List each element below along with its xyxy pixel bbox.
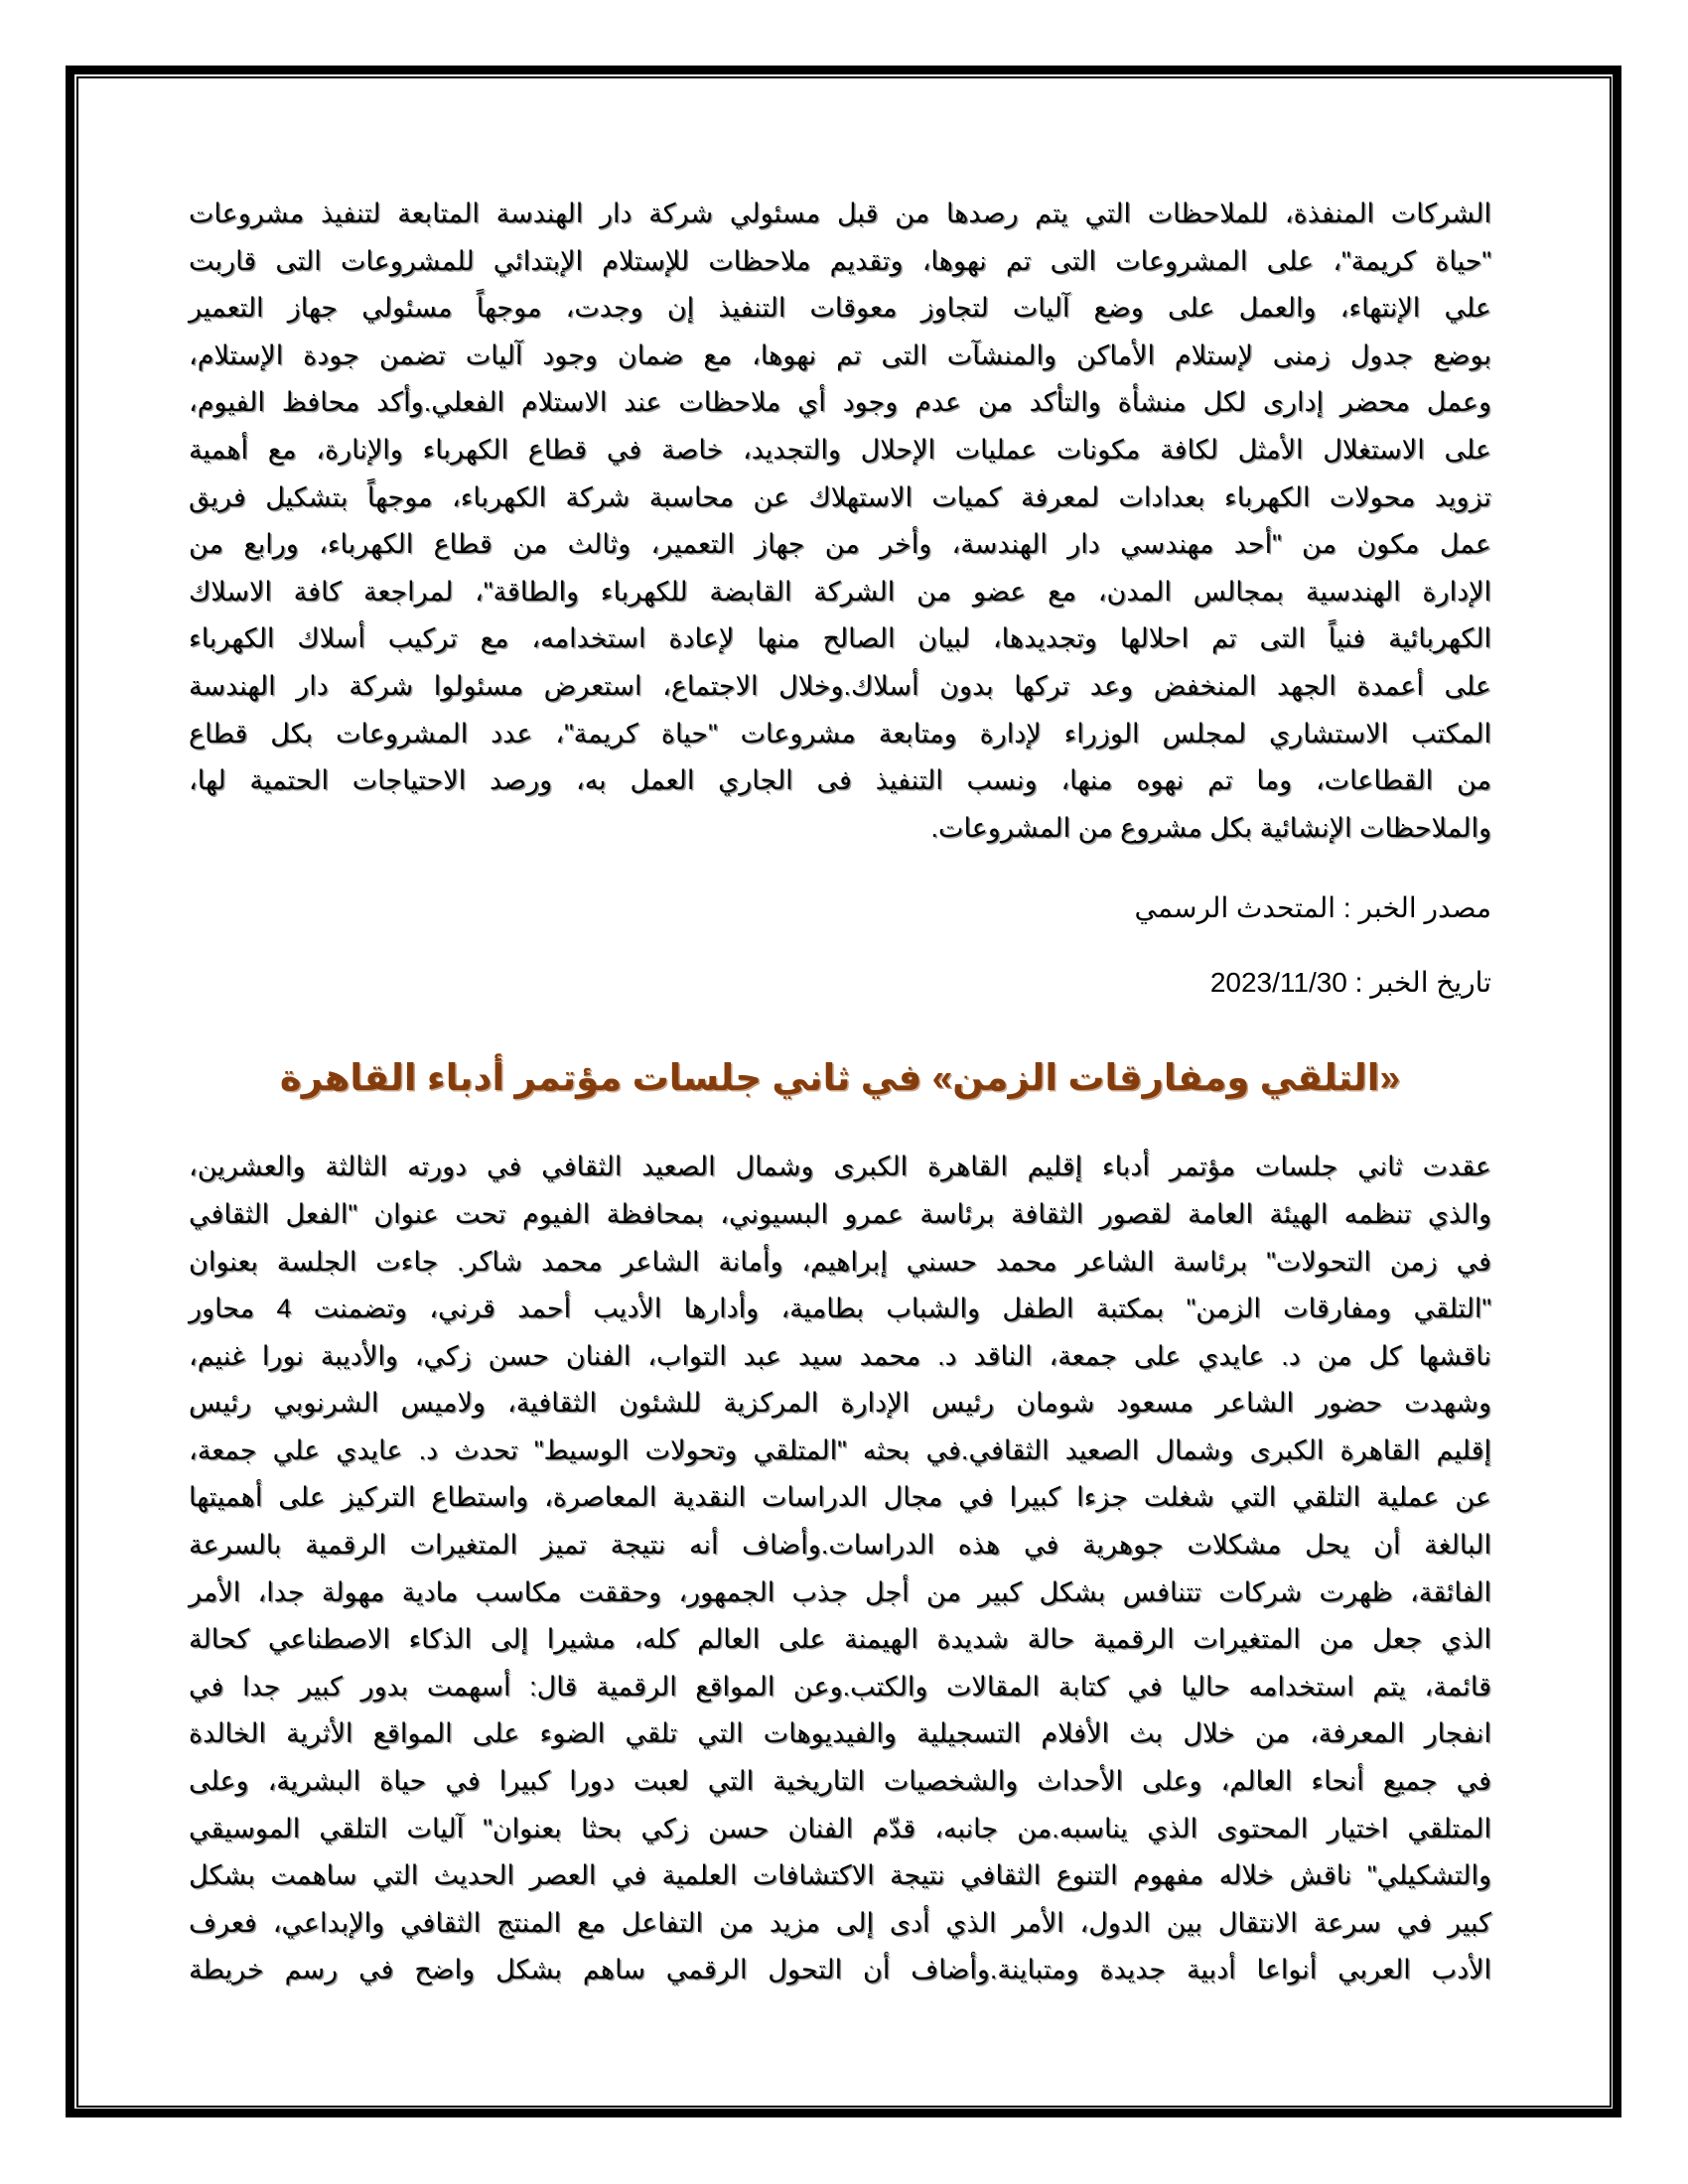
text-line: كبير في سرعة الانتقال بين الدول، الأمر الذي أدى إلى مزيد من التفاعل مع المنتج الثقافي والإبداعي، فعرف <box>189 1907 1491 1938</box>
text-line: على الاستغلال الأمثل لكافة مكونات عمليات الإحلال والتجديد، خاصة في قطاع الكهرباء والإنارة، مع أهمية <box>189 434 1491 465</box>
text-line: والذي تنظمه الهيئة العامة لقصور الثقافة برئاسة عمرو البسيوني، بمحافظة الفيوم تحت عنوان "الفعل الثقافي <box>189 1198 1491 1229</box>
text-line: المكتب الاستشاري لمجلس الوزراء لإدارة ومتابعة مشروعات "حياة كريمة"، عدد المشروعات بكل قطاع <box>189 718 1491 749</box>
text-line: الذي جعل من المتغيرات الرقمية حالة شديدة الهيمنة على العالم كله، مشيرا إلى الذكاء الاصطناعي كحالة <box>189 1624 1491 1655</box>
text-line: في زمن التحولات" برئاسة الشاعر محمد حسني إبراهيم، وأمانة الشاعر محمد شاكر. جاءت الجلسة بعنوان <box>189 1246 1491 1277</box>
text-line: "التلقي ومفارقات الزمن" بمكتبة الطفل والشباب بطامية، وأدارها الأديب أحمد قرني، وتضمنت 4 محاور <box>189 1294 1492 1324</box>
text-line: إقليم القاهرة الكبرى وشمال الصعيد الثقافي.في بحثه "المتلقي وتحولات الوسيط" تحدث د. عايدي علي جمعة، <box>189 1434 1491 1465</box>
text-line: الأدب العربي أنواعا أدبية جديدة ومتباينة.وأضاف أن التحول الرقمي ساهم بشكل واضح في رسم خريطة <box>189 1955 1491 1985</box>
text-line: وعمل محضر إدارى لكل منشأة والتأكد من عدم وجود أي ملاحظات عند الاستلام الفعلي.وأكد محافظ الفيوم، <box>189 387 1491 418</box>
text-line: الشركات المنفذة، للملاحظات التي يتم رصدها من قبل مسئولي شركة دار الهندسة المتابعة لتنفيذ مشروعات <box>189 199 1491 228</box>
article-2-title: «التلقي ومفارقات الزمن» في ثاني جلسات مؤتمر أدباء القاهرة <box>279 1057 1401 1099</box>
text-line: البالغة أن يحل مشكلات جوهرية في هذه الدراسات.وأضاف أنه نتيجة تميز المتغيرات الرقمية بالسرعة <box>189 1530 1491 1561</box>
text-line: انفجار المعرفة، من خلال بث الأفلام التسجيلية والفيديوهات التي تلقي الضوء على المواقع الأثرية الخالدة <box>189 1718 1491 1749</box>
text-line: الفائقة، ظهرت شركات تتنافس بشكل كبير من أجل جذب الجمهور، وحققت مكاسب مادية مهولة جدا، الأمر <box>189 1576 1491 1607</box>
text-line: والملاحظات الإنشائية بكل مشروع من المشروعات. <box>930 812 1491 843</box>
text-line: تزويد محولات الكهرباء بعدادات لمعرفة كميات الاستهلاك عن محاسبة شركة الكهرباء، موجهاً بتشكيل فريق <box>189 481 1491 512</box>
text-line: الكهربائية فنياً التى تم احلالها وتجديدها، لبيان الصالح منها لإعادة استخدامه، مع تركيب أسلاك الكهرباء <box>189 623 1491 654</box>
text-line: علي الإنتهاء، والعمل على وضع آليات لتجاوز معوقات التنفيذ إن وجدت، موجهاً مسئولي جهاز التعمير <box>189 293 1491 324</box>
text-line: والتشكيلي" ناقش خلاله مفهوم التنوع الثقافي نتيجة الاكتشافات العلمية في العصر الحديث التي ساهمت بشكل <box>189 1860 1491 1891</box>
text-line: المتلقي اختيار المحتوى الذي يناسبه.من جانبه، قدّم الفنان حسن زكي بحثا بعنوان" آليات التلقي الموسيقي <box>189 1813 1491 1843</box>
text-line: عمل مكون من "أحد مهندسي دار الهندسة، وأخر من جهاز التعمير، وثالث من قطاع الكهرباء، ورابع من <box>189 529 1491 560</box>
text-line: من القطاعات، وما تم نهوه منها، ونسب التنفيذ فى الجاري العمل به، ورصد الاحتياجات الحتمية لها، <box>189 765 1491 796</box>
text-line: قائمة، يتم استخدامه حاليا في كتابة المقالات والكتب.وعن المواقع الرقمية قال: أسهمت بدور كبير جدا في <box>189 1671 1491 1702</box>
text-line: ناقشها كل من د. عايدي على جمعة، الناقد د. محمد سيد عبد التواب، الفنان حسن زكي، والأديبة نورا غنيم، <box>189 1340 1491 1371</box>
text-line: على أعمدة الجهد المنخفض وعد تركها بدون أسلاك.وخلال الاجتماع، استعرض مسئولوا شركة دار الهندسة <box>189 670 1491 701</box>
text-line: في جميع أنحاء العالم، وعلى الأحداث والشخصيات التاريخية التي لعبت دورا كبيرا في حياة البشرية، وعلى <box>189 1766 1491 1797</box>
article-2-paragraph <box>189 1144 1491 1994</box>
text-line: عقدت ثاني جلسات مؤتمر أدباء إقليم القاهرة الكبرى وشمال الصعيد الثقافي في دورته الثالثة والعشرين، <box>189 1152 1491 1182</box>
text-line: بوضع جدول زمنى لإستلام الأماكن والمنشآت التى تم نهوها، مع ضمان وجود آليات تضمن جودة الإستلام، <box>189 340 1491 370</box>
text-line: وشهدت حضور الشاعر مسعود شومان رئيس الإدارة المركزية للشئون الثقافية، ولاميس الشرنوبي رئيس <box>189 1388 1491 1419</box>
news-date: تاريخ الخبر : 2023/11/30 <box>1209 967 1491 999</box>
article-1-paragraph <box>189 191 1491 852</box>
document-body <box>189 191 1491 1994</box>
text-line: "حياة كريمة"، على المشروعات التى تم نهوها، وتقديم ملاحظات للإستلام الإبتدائي للمشروعات التى قاربت <box>189 245 1491 276</box>
text-line: عن عملية التلقي التي شغلت جزءا كبيرا في مجال الدراسات النقدية المعاصرة، واستطاع التركيز على أهميتها <box>189 1482 1491 1513</box>
text-line: الإدارة الهندسية بمجالس المدن، مع عضو من الشركة القابضة للكهرباء والطاقة"، لمراجعة كافة الاسلاك <box>189 576 1491 607</box>
news-source: مصدر الخبر : المتحدث الرسمي <box>1134 892 1491 924</box>
